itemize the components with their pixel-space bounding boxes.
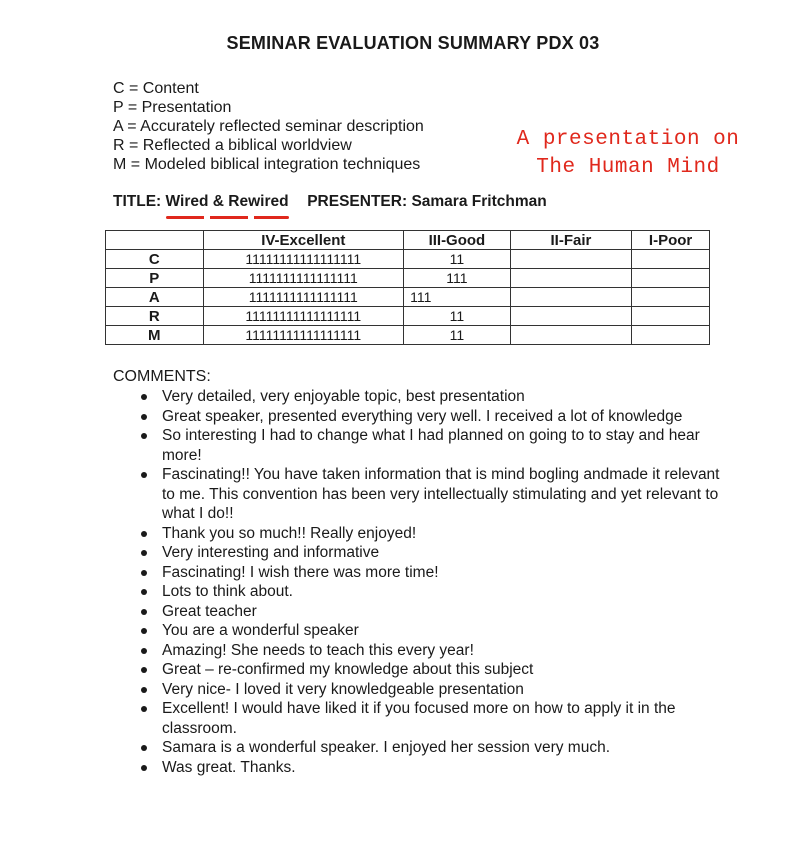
- tally-good: 11: [404, 326, 511, 345]
- list-item: [162, 582, 722, 602]
- session-title-word: &: [212, 193, 224, 210]
- table-row: [106, 326, 710, 345]
- comment-text: Great – re-confirmed my knowledge about this subject: [162, 661, 534, 678]
- table-row: [106, 250, 710, 269]
- list-item: [162, 387, 722, 407]
- comments-list: [162, 387, 722, 777]
- list-item: [162, 758, 722, 778]
- comment-text: Lots to think about.: [162, 583, 293, 600]
- row-category: R: [106, 307, 204, 326]
- bullet-icon: [141, 472, 147, 478]
- row-category: A: [106, 288, 204, 307]
- tally-good: 11: [404, 307, 511, 326]
- list-item: [162, 563, 722, 583]
- comment-text: Very nice- I loved it very knowledgeable presentation: [162, 680, 524, 698]
- tally-excellent: 11111111111111111: [203, 326, 404, 345]
- comment-text: Was great. Thanks.: [162, 758, 296, 776]
- tally-fair: [510, 288, 631, 307]
- presenter-label: PRESENTER:: [307, 193, 408, 210]
- list-item: [162, 699, 722, 738]
- table-row: [106, 288, 710, 307]
- list-item: [162, 465, 722, 524]
- tally-poor: [632, 250, 710, 269]
- list-item: [162, 602, 722, 622]
- handwritten-underline: [166, 216, 289, 219]
- comment-text: Samara is a wonderful speaker. I enjoyed her session very much.: [162, 739, 611, 756]
- bullet-icon: [141, 589, 147, 595]
- session-title: [166, 193, 289, 211]
- legend-item-presentation: P = Presentation: [113, 99, 232, 116]
- row-category: P: [106, 269, 204, 288]
- table-row: [106, 269, 710, 288]
- tally-fair: [510, 250, 631, 269]
- bullet-icon: [141, 531, 147, 537]
- bullet-icon: [141, 414, 147, 420]
- session-title-word: Wired: [165, 193, 209, 210]
- comment-text: Very detailed, very enjoyable topic, best presentation: [162, 388, 525, 405]
- tally-good: 11: [404, 250, 511, 269]
- title-label: TITLE:: [113, 193, 162, 210]
- tally-fair: [510, 307, 631, 326]
- comment-text: Great speaker, presented everything very well. I received a lot of knowledge: [162, 407, 683, 425]
- comment-text: Fascinating!! You have taken information that is mind bogling andmade it relevant to me. This convention has been very intellectually stimulating and yet relevant to what I do!!: [162, 466, 720, 522]
- comment-text: Great teacher: [162, 602, 257, 620]
- page-title: SEMINAR EVALUATION SUMMARY PDX 03: [226, 33, 600, 53]
- legend-item-content: C = Content: [113, 80, 199, 97]
- header-category: [106, 231, 204, 250]
- legend-item-integration: M = Modeled biblical integration techniques: [113, 156, 421, 173]
- comment-text: Amazing! She needs to teach this every year!: [162, 641, 474, 659]
- tally-poor: [632, 326, 710, 345]
- comment-text: Excellent! I would have liked it if you focused more on how to apply it in the classroom.: [162, 700, 676, 737]
- header-poor: I-Poor: [632, 231, 710, 250]
- bullet-icon: [141, 667, 147, 673]
- bullet-icon: [141, 648, 147, 654]
- tally-excellent: 1111111111111111: [203, 288, 404, 307]
- tally-excellent: 11111111111111111: [203, 307, 404, 326]
- tally-good: 111: [404, 269, 511, 288]
- bullet-icon: [141, 687, 147, 693]
- row-category: M: [106, 326, 204, 345]
- score-table: [105, 230, 710, 345]
- tally-poor: [632, 307, 710, 326]
- tally-poor: [632, 288, 710, 307]
- bullet-icon: [141, 628, 147, 634]
- list-item: [162, 738, 722, 758]
- list-item: [162, 543, 722, 563]
- comment-text: Thank you so much!! Really enjoyed!: [162, 524, 417, 542]
- comments-heading: COMMENTS:: [113, 368, 211, 385]
- bullet-icon: [141, 570, 147, 576]
- list-item: [162, 641, 722, 661]
- list-item: [162, 524, 722, 544]
- session-info: [113, 193, 547, 211]
- list-item: [162, 426, 722, 465]
- session-title-word: Rewired: [228, 193, 289, 210]
- tally-poor: [632, 269, 710, 288]
- header-good: III-Good: [404, 231, 511, 250]
- list-item: [162, 680, 722, 700]
- table-row: [106, 307, 710, 326]
- score-table-header-row: [106, 231, 710, 250]
- handwritten-note-line-1: A presentation on: [516, 128, 740, 151]
- tally-good: 111: [404, 288, 511, 307]
- handwritten-note-line-2: The Human Mind: [536, 156, 720, 179]
- bullet-icon: [141, 550, 147, 556]
- bullet-icon: [141, 394, 147, 400]
- row-category: C: [106, 250, 204, 269]
- comment-text: Fascinating! I wish there was more time!: [162, 563, 439, 581]
- tally-fair: [510, 326, 631, 345]
- list-item: [162, 660, 722, 680]
- tally-fair: [510, 269, 631, 288]
- bullet-icon: [141, 609, 147, 615]
- tally-excellent: 11111111111111111: [203, 250, 404, 269]
- bullet-icon: [141, 433, 147, 439]
- header-excellent: IV-Excellent: [203, 231, 404, 250]
- bullet-icon: [141, 765, 147, 771]
- rating-legend: [113, 79, 424, 174]
- legend-item-worldview: R = Reflected a biblical worldview: [113, 137, 352, 154]
- comment-text: Very interesting and informative: [162, 544, 380, 561]
- comment-text: So interesting I had to change what I had planned on going to to stay and hear more!: [162, 427, 700, 464]
- bullet-icon: [141, 706, 147, 712]
- list-item: [162, 621, 722, 641]
- list-item: [162, 407, 722, 427]
- handwritten-note: [494, 126, 762, 182]
- presenter-name: Samara Fritchman: [411, 193, 547, 210]
- comment-text: You are a wonderful speaker: [162, 622, 359, 639]
- header-fair: II-Fair: [510, 231, 631, 250]
- tally-excellent: 1111111111111111: [203, 269, 404, 288]
- legend-item-accuracy: A = Accurately reflected seminar description: [113, 118, 424, 135]
- bullet-icon: [141, 745, 147, 751]
